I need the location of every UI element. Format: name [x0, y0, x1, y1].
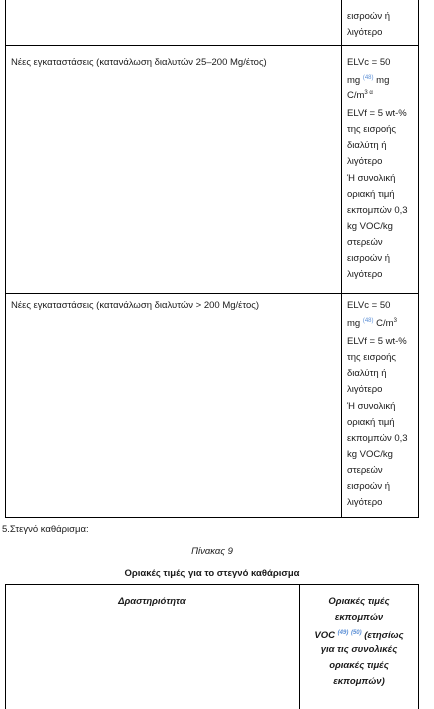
- total-limit-text: εισροών ή: [347, 253, 390, 264]
- total-limit-text: λιγότερο: [347, 497, 383, 508]
- column-header-limits: οριακές τιμές: [329, 660, 389, 671]
- total-limit-text: εκπομπών 0,3: [347, 205, 408, 216]
- table-row-divider: [5, 45, 419, 46]
- elvc-text: mg $^{(48)}$ $C/m^3$: [347, 318, 397, 330]
- elvf-text: λιγότερο: [347, 156, 383, 167]
- elvf-text: διαλύτη ή: [347, 140, 387, 151]
- elvf-text: ELVf = 5 wt-%: [347, 108, 407, 119]
- total-limit-text: Ή συνολική: [347, 173, 396, 184]
- column-header-limits: Οριακές τιμές: [328, 596, 390, 607]
- section-heading: 5.Στεγνό καθάρισμα:: [2, 524, 89, 535]
- cell-text: λιγότερο: [347, 27, 383, 38]
- footnote-ref: (48): [362, 75, 374, 81]
- elvc-text: ELVc = 50: [347, 57, 391, 68]
- elvc-text: ELVc = 50: [347, 300, 391, 311]
- elvf-text: της εισροής: [347, 124, 397, 135]
- total-limit-text: λιγότερο: [347, 269, 383, 280]
- elvf-text: λιγότερο: [347, 384, 383, 395]
- table-caption: Πίνακας 9: [191, 546, 233, 557]
- activity-cell: Νέες εγκαταστάσεις (κατανάλωση διαλυτών 25–200 Mg/έτος): [11, 57, 267, 68]
- total-limit-text: οριακή τιμή: [347, 189, 395, 200]
- total-limit-text: Ή συνολική: [347, 401, 396, 412]
- table-row-divider: [5, 293, 419, 294]
- table-border-bottom: [5, 517, 419, 518]
- elvc-text: mg $^{(48)}$ mg: [347, 75, 390, 87]
- column-header-limits: VOC $^{(49)}$ $^{(50)}$ (ετησίως: [314, 630, 404, 642]
- table-border-top: [5, 584, 419, 585]
- elvf-text: ELVf = 5 wt-%: [347, 336, 407, 347]
- total-limit-text: στερεών: [347, 237, 383, 248]
- column-header-activity: Δραστηριότητα: [118, 596, 186, 607]
- elvc-text: $C/m^{3 \alpha}$: [347, 90, 373, 102]
- total-limit-text: εισροών ή: [347, 481, 390, 492]
- table-border-right: [418, 584, 419, 709]
- table-column-divider: [341, 0, 342, 517]
- total-limit-text: οριακή τιμή: [347, 417, 395, 428]
- column-header-limits: εκπομπών: [334, 612, 384, 623]
- total-limit-text: kg VOC/kg: [347, 449, 393, 460]
- total-limit-text: στερεών: [347, 465, 383, 476]
- total-limit-text: εκπομπών 0,3: [347, 433, 408, 444]
- total-limit-text: kg VOC/kg: [347, 221, 393, 232]
- footnote-ref: (50): [350, 630, 362, 636]
- elvf-text: της εισροής: [347, 352, 397, 363]
- column-header-limits: για τις συνολικές: [320, 644, 398, 655]
- footnote-ref: (49): [337, 630, 349, 636]
- table-border-left: [5, 0, 6, 517]
- elvf-text: διαλύτη ή: [347, 368, 387, 379]
- column-header-limits: εκπομπών): [333, 676, 385, 687]
- activity-cell: Νέες εγκαταστάσεις (κατανάλωση διαλυτών > 200 Mg/έτος): [11, 300, 260, 311]
- footnote-ref: (48): [362, 318, 374, 324]
- cell-text: εισροών ή: [347, 11, 390, 22]
- table-title: Οριακές τιμές για το στεγνό καθάρισμα: [124, 568, 300, 579]
- table-border-right: [418, 0, 419, 517]
